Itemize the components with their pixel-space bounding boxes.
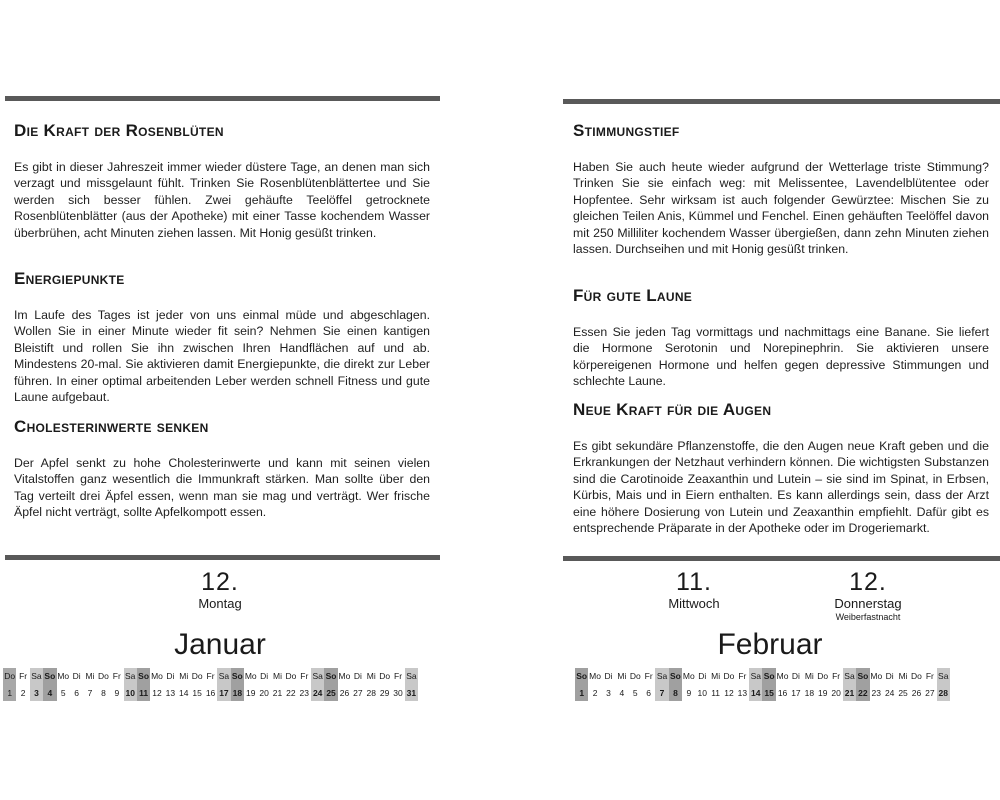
calendar-date: 18 [231, 685, 244, 701]
calendar-day [244, 668, 257, 701]
calendar-day [789, 668, 802, 701]
section-heading: Cholesterinwerte senken [14, 417, 209, 436]
calendar-weekday: Sa [843, 668, 856, 685]
calendar-date: 14 [179, 688, 189, 698]
calendar-weekday: Sa [30, 668, 43, 685]
calendar-weekday: Do [911, 671, 922, 681]
calendar-weekday: So [762, 668, 775, 685]
day-number: 12. [849, 568, 887, 596]
calendar-date: 23 [871, 688, 882, 698]
calendar-day [803, 668, 816, 701]
calendar-date: 16 [777, 688, 788, 698]
calendar-date: 8 [669, 685, 682, 701]
calendar-date: 23 [299, 688, 310, 698]
calendar-weekday: Di [885, 671, 894, 681]
section-heading: Stimmungstief [573, 121, 680, 140]
calendar-day [669, 668, 682, 701]
calendar-date: 22 [286, 688, 296, 698]
calendar-date: 29 [379, 688, 390, 698]
calendar-day [829, 668, 842, 701]
calendar-day [682, 668, 695, 701]
calendar-day [378, 668, 391, 701]
calendar-weekday: So [324, 668, 337, 685]
calendar-weekday: Sa [405, 668, 418, 685]
calendar-day [405, 668, 418, 701]
calendar-date: 10 [697, 688, 707, 698]
section-heading: Energiepunkte [14, 269, 125, 288]
calendar-weekday: Sa [749, 668, 762, 685]
calendar-date: 19 [245, 688, 256, 698]
calendar-date: 24 [884, 688, 895, 698]
bottom-rule [563, 556, 1000, 561]
calendar-day [311, 668, 324, 701]
calendar-weekday: Fr [394, 671, 403, 681]
calendar-date: 9 [114, 688, 120, 698]
calendar-date: 20 [831, 688, 841, 698]
day-box [170, 568, 270, 612]
calendar-date: 20 [259, 688, 269, 698]
calendar-weekday: Fr [644, 671, 653, 681]
calendar-weekday: Sa [124, 668, 137, 685]
section-body: Es gibt sekundäre Pflanzenstoffe, die den Augen neue Kraft geben und die Erkrankungen der Netzhaut verhindern können. Die wichtigsten Substanzen sind die Carotinoide Zeaxanthin und Lutein – sie sind im Spinat, in Erbsen, Kürbis, Mais und in Eiern enthalten. Es kann allerdings sein, dass der Arzt eine höhere Dosierung von Lutein und Zeaxanthin empfiehlt. Dafür gibt es entsprechende Präparate in der Apotheke oder im Drogeriemarkt. [573, 439, 989, 536]
calendar-day [722, 668, 735, 701]
calendar-weekday: So [575, 668, 588, 685]
calendar-date: 22 [856, 685, 869, 701]
calendar-date: 24 [311, 685, 324, 701]
calendar-day [271, 668, 284, 701]
calendar-date: 4 [43, 685, 56, 701]
calendar-date: 7 [655, 685, 668, 701]
calendar-date: 6 [74, 688, 80, 698]
calendar-weekday: So [43, 668, 56, 685]
section-augen [573, 400, 989, 536]
calendar-day [351, 668, 364, 701]
day-name: Montag [198, 596, 242, 611]
month-name: Januar [174, 628, 266, 661]
calendar-date: 1 [3, 685, 16, 701]
calendar-date: 9 [686, 688, 692, 698]
calendar-date: 6 [646, 688, 652, 698]
calendar-day [655, 668, 668, 701]
calendar-date: 10 [124, 685, 137, 701]
calendar-day [629, 668, 642, 701]
section-body: Essen Sie jeden Tag vormittags und nachmittags eine Banane. Sie liefert die Hormone Serotonin und Norepinephrin. Sie aktivieren unsere körpereigenen Hormone und helfen gegen depressive Stimmungen und schlechte Laune. [573, 325, 989, 389]
calendar-weekday: Di [72, 671, 81, 681]
month-name: Februar [717, 628, 823, 661]
calendar-date: 26 [911, 688, 922, 698]
day-box-1 [644, 568, 744, 612]
calendar-day [896, 668, 909, 701]
calendar-day [164, 668, 177, 701]
calendar-day [736, 668, 749, 701]
calendar-weekday: Mo [589, 671, 601, 681]
calendar-weekday: Mo [244, 671, 257, 681]
bottom-rule [5, 555, 440, 560]
calendar-date: 18 [804, 688, 815, 698]
section-gute-laune [573, 286, 989, 390]
calendar-day [190, 668, 203, 701]
day-note: Weiberfastnacht [835, 612, 901, 622]
calendar-weekday: Fr [112, 671, 121, 681]
calendar-weekday: Mo [57, 671, 70, 681]
calendar-date: 8 [101, 688, 106, 698]
calendar-day [843, 668, 856, 701]
calendar-weekday: Di [166, 671, 175, 681]
calendar-date: 1 [575, 685, 588, 701]
calendar-weekday: Fr [925, 671, 934, 681]
calendar-day [883, 668, 896, 701]
calendar-weekday: Do [379, 671, 391, 681]
calendar-date: 17 [217, 685, 230, 701]
section-cholesterin [14, 417, 430, 521]
calendar-day [937, 668, 950, 701]
calendar-weekday: So [856, 668, 869, 685]
calendar-date: 2 [592, 688, 598, 698]
calendar-day [217, 668, 230, 701]
calendar-day [57, 668, 70, 701]
calendar-weekday: Do [723, 671, 735, 681]
calendar-weekday: Mi [273, 671, 282, 681]
day-number: 12. [201, 568, 239, 596]
calendar-weekday: Do [3, 668, 16, 685]
calendar-day [923, 668, 936, 701]
calendar-weekday: Sa [937, 668, 950, 685]
calendar-weekday: Mo [776, 671, 789, 681]
calendar-weekday: Mo [682, 671, 695, 681]
calendar-weekday: Mo [151, 671, 163, 681]
calendar-date: 28 [366, 688, 376, 698]
calendar-date: 14 [749, 685, 762, 701]
calendar-date: 28 [937, 685, 950, 701]
calendar-weekday: Mi [617, 671, 627, 681]
calendar-date: 3 [30, 685, 43, 701]
calendar-day [124, 668, 137, 701]
calendar-day [816, 668, 829, 701]
calendar-day [910, 668, 923, 701]
calendar-weekday: Do [191, 671, 203, 681]
calendar-date: 5 [60, 688, 66, 698]
calendar-weekday: Mi [711, 671, 721, 681]
calendar-day [709, 668, 722, 701]
calendar-day [30, 668, 43, 701]
section-heading: Neue Kraft für die Augen [573, 400, 772, 419]
calendar-date: 25 [324, 685, 337, 701]
calendar-date: 17 [791, 688, 801, 698]
calendar-weekday: Fr [206, 671, 215, 681]
calendar-day [642, 668, 655, 701]
calendar-weekday: Fr [832, 671, 841, 681]
top-rule [563, 99, 1000, 104]
calendar-weekday: Do [629, 671, 641, 681]
calendar-day [3, 668, 16, 701]
calendar-weekday: Di [260, 671, 269, 681]
calendar-date: 16 [205, 688, 216, 698]
day-box-2 [818, 568, 918, 623]
calendar-day [298, 668, 311, 701]
calendar-weekday: Fr [19, 671, 28, 681]
calendar-weekday: Do [817, 671, 829, 681]
calendar-weekday: Mo [338, 671, 351, 681]
calendar-date: 21 [843, 685, 856, 701]
calendar-date: 30 [393, 688, 403, 698]
month-calendar-strip [575, 668, 950, 701]
calendar-day [204, 668, 217, 701]
calendar-weekday: So [231, 668, 244, 685]
calendar-day [324, 668, 337, 701]
section-body: Im Laufe des Tages ist jeder von uns einmal müde und abgeschlagen. Wollen Sie in einer Minute wieder fit sein? Nehmen Sie einen kantigen Bleistift und rollen Sie ihn zwischen Ihren Handflächen auf und ab. Mindestens 20-mal. Sie aktivieren damit Energiepunkte, die direkt zur Leber führen. In einer optimal arbeitenden Leber werden schnell Fitness und gute Laune aufgebaut. [14, 308, 430, 405]
calendar-weekday: Sa [655, 668, 668, 685]
calendar-weekday: Do [97, 671, 109, 681]
top-rule [5, 96, 440, 101]
section-heading: Für gute Laune [573, 286, 693, 305]
calendar-date: 27 [925, 688, 935, 698]
calendar-day [696, 668, 709, 701]
calendar-day [16, 668, 29, 701]
calendar-date: 12 [724, 688, 734, 698]
calendar-date: 13 [737, 688, 748, 698]
day-name: Donnerstag [834, 596, 902, 611]
calendar-day [257, 668, 270, 701]
calendar-date: 11 [137, 685, 150, 701]
calendar-day [83, 668, 96, 701]
calendar-day [338, 668, 351, 701]
calendar-weekday: Mi [366, 671, 376, 681]
calendar-date: 12 [152, 688, 162, 698]
section-heading: Die Kraft der Rosenblüten [14, 121, 224, 140]
month-calendar-strip [3, 668, 418, 701]
calendar-date: 15 [192, 688, 202, 698]
calendar-weekday: Fr [738, 671, 747, 681]
calendar-date: 5 [632, 688, 638, 698]
calendar-day [749, 668, 762, 701]
right-page [560, 0, 1000, 800]
calendar-date: 7 [87, 688, 93, 698]
calendar-date: 21 [272, 688, 283, 698]
section-energiepunkte [14, 269, 430, 405]
calendar-weekday: Mi [85, 671, 95, 681]
calendar-day [110, 668, 123, 701]
calendar-date: 2 [20, 688, 26, 698]
calendar-day [137, 668, 150, 701]
calendar-date: 31 [405, 685, 418, 701]
section-body: Haben Sie auch heute wieder aufgrund der Wetterlage triste Stimmung? Trinken Sie sie einfach weg: mit Melissentee, Lavendelblütentee oder Hopfentee. Sehr wirksam ist auch folgender Gewürztee: Mischen Sie zu gleichen Teilen Anis, Kümmel und Fenchel. Einen gehäuften Teelöffel davon mit 250 Milliliter kochendem Wasser übergießen, dann zehn Minuten ziehen lassen. Durchseihen und mit Honig gesüßt trinken. [573, 160, 989, 257]
section-body: Es gibt in dieser Jahreszeit immer wieder düstere Tage, an denen man sich verzagt und missgelaunt fühlt. Trinken Sie Rosenblütenblättertee und Sie werden sich besser fühlen. Zwei gehäufte Teelöffel getrocknete Rosenblütenblätter (aus der Apotheke) mit einer Tasse kochendem Wasser überbrühen, acht Minuten ziehen lassen. Mit Honig gesüßt trinken. [14, 160, 430, 240]
calendar-day [588, 668, 601, 701]
day-number: 11. [676, 568, 712, 596]
day-name: Mittwoch [668, 596, 720, 611]
calendar-date: 26 [339, 688, 350, 698]
calendar-weekday: Di [353, 671, 362, 681]
calendar-day [870, 668, 883, 701]
calendar-day [391, 668, 404, 701]
calendar-weekday: Mi [179, 671, 189, 681]
calendar-day [615, 668, 628, 701]
calendar-day [602, 668, 615, 701]
calendar-day [776, 668, 789, 701]
calendar-date: 4 [619, 688, 625, 698]
calendar-weekday: Sa [311, 668, 324, 685]
calendar-day [43, 668, 56, 701]
calendar-date: 3 [606, 688, 611, 698]
calendar-weekday: Mi [898, 671, 908, 681]
calendar-date: 13 [165, 688, 176, 698]
calendar-day [70, 668, 83, 701]
calendar-weekday: Di [604, 671, 613, 681]
section-body: Der Apfel senkt zu hohe Cholesterinwerte und kann mit seinen vielen Vitalstoffen ganz wesentlich die Immunkraft stärken. Man sollte über den Tag verteilt drei Äpfel essen, wenn man sie mag und verträgt. Wer frische Äpfel nicht verträgt, sollte Apfelkompott essen. [14, 456, 430, 520]
calendar-weekday: Sa [217, 668, 230, 685]
calendar-weekday: Di [791, 671, 800, 681]
calendar-weekday: Fr [300, 671, 309, 681]
calendar-day [284, 668, 297, 701]
calendar-day [150, 668, 163, 701]
calendar-day [231, 668, 244, 701]
calendar-day [575, 668, 588, 701]
section-stimmungstief [573, 121, 989, 257]
calendar-date: 27 [353, 688, 363, 698]
section-rosenblueten [14, 121, 430, 241]
calendar-weekday: Do [285, 671, 297, 681]
calendar-weekday: Mo [870, 671, 883, 681]
calendar-weekday: So [137, 668, 150, 685]
calendar-weekday: So [669, 668, 682, 685]
calendar-day [97, 668, 110, 701]
calendar-date: 25 [898, 688, 908, 698]
calendar-day [856, 668, 869, 701]
calendar-day [365, 668, 378, 701]
calendar-weekday: Mi [804, 671, 814, 681]
calendar-date: 11 [711, 688, 721, 698]
calendar-date: 15 [762, 685, 775, 701]
calendar-date: 19 [817, 688, 828, 698]
calendar-day [762, 668, 775, 701]
calendar-weekday: Di [698, 671, 707, 681]
calendar-day [177, 668, 190, 701]
